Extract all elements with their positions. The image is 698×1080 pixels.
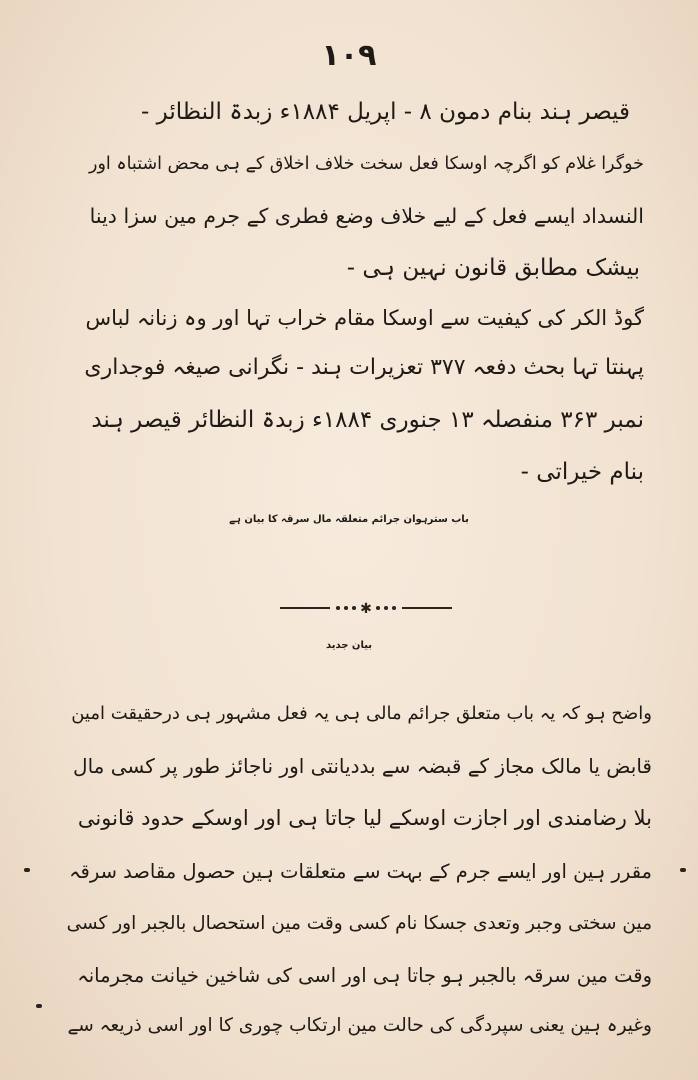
body-text	[62, 694, 652, 1054]
top-line: قیصر ہند بنام دمون ۸ - اپریل ۱۸۸۴ء زبدۃ النظائر -	[141, 99, 630, 125]
margin-mark	[24, 868, 30, 872]
svg-text:✱: ✱	[360, 601, 372, 617]
body-line: مقرر ہین اور ایسے جرم کے بہت سے متعلقات ہین حصول مقاصد سرقہ	[69, 860, 652, 883]
top-line: خوگرا غلام کو اگرچہ اوسکا فعل سخت خلاف اخلاق کے ہی محض اشتباہ اور	[89, 154, 644, 174]
body-line: قابض یا مالک مجاز کے قبضہ سے بددیانتی اور ناجائز طور پر کسی مال	[73, 754, 652, 778]
section-heading: بیان جدید	[325, 640, 373, 651]
top-line: النسداد ایسے فعل کے لیے خلاف وضع فطری کے جرم مین سزا دینا	[89, 204, 644, 228]
top-line: بنام خیراتی -	[520, 459, 644, 485]
body-line: بلا رضامندی اور اجازت اوسکے لیا جاتا ہی اور اوسکے حدود قانونی	[77, 806, 652, 830]
top-line: پہنتا تہا بحث دفعہ ۳۷۷ تعزیرات ہند - نگرانی صیغہ فوجداری	[84, 355, 644, 380]
body-line: وغیرہ ہین یعنی سپردگی کی حالت مین ارتکاب چوری کا اور اسی ذریعہ سے	[67, 1015, 652, 1036]
margin-mark	[36, 1004, 42, 1008]
top-line: گوڈ الکر کی کیفیت سے اوسکا مقام خراب تہا اور وہ زنانہ لباس	[85, 306, 644, 330]
top-line: نمبر ۳۶۳ منفصلہ ۱۳ جنوری ۱۸۸۴ء زبدۃ النظائر قیصر ہند	[91, 407, 644, 433]
body-line: واضح ہو کہ یہ باب متعلق جرائم مالی ہی یہ فعل مشہور ہی درحقیقت امین	[71, 703, 652, 724]
margin-mark	[680, 868, 686, 872]
body-line: وقت مین سرقہ بالجبر ہو جاتا ہی اور اسی کی شاخین خیانت مجرمانہ	[77, 964, 652, 987]
body-line: مین سختی وجبر وتعدی جسکا نام کسی وقت مین استحصال بالجبر اور کسی	[66, 913, 652, 934]
ornamental-divider	[278, 598, 454, 618]
top-section	[78, 92, 644, 492]
page-number: ۱۰۹	[321, 38, 377, 73]
chapter-heading: باب سترہوان جرائم متعلقہ مال سرقہ کا بیان ہے	[229, 514, 469, 525]
top-line: بیشک مطابق قانون نہین ہی -	[346, 255, 640, 281]
